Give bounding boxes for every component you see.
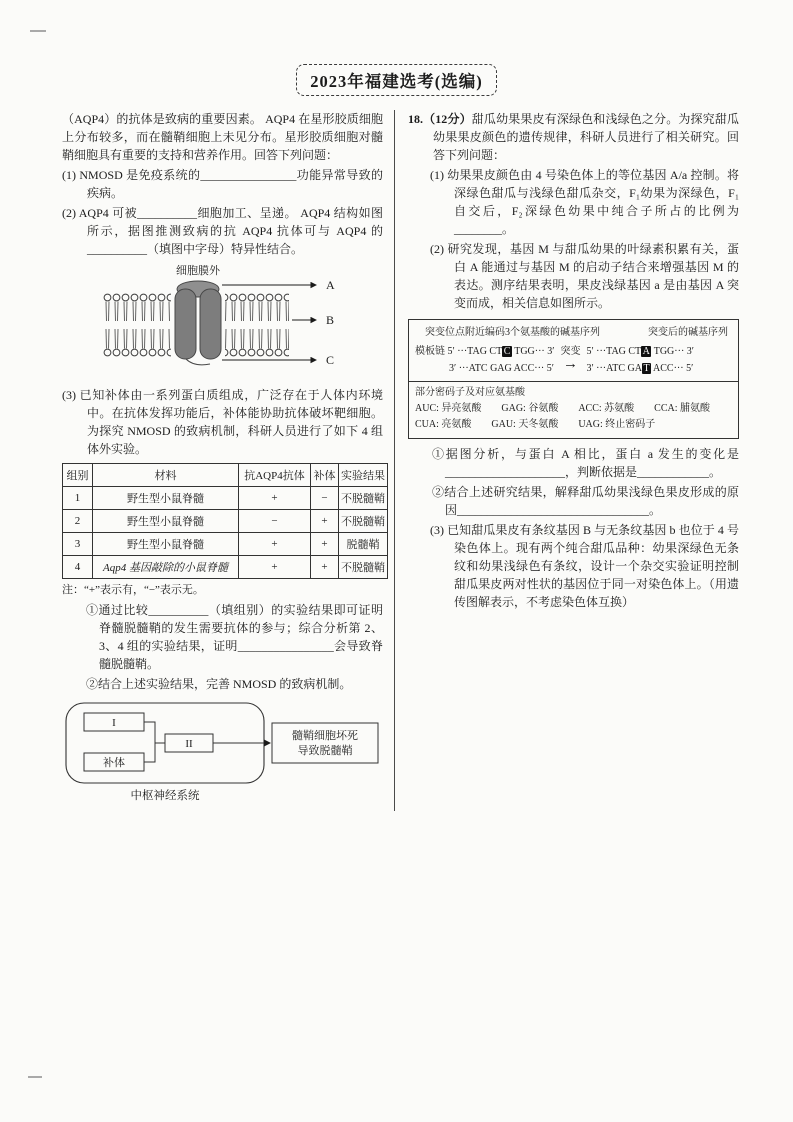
question-18-intro [408, 110, 739, 164]
membrane-protein-figure [98, 263, 348, 381]
cell: 3 [63, 533, 93, 556]
cell: 不脱髓鞘 [339, 487, 388, 510]
protein-intracellular-tail [186, 359, 210, 365]
cell: 野生型小鼠脊髓 [93, 533, 239, 556]
cell: + [239, 487, 311, 510]
item-text: AQP4 可被__________细胞加工、呈递。 AQP4 结构如图所示，据图推测致病的抗 AQP4 抗体可与 AQP4 的__________（填图中字母）特异性结合。 [78, 206, 383, 256]
cell: + [311, 510, 339, 533]
sequence-text: 3′ ···ATC GA [586, 363, 642, 374]
question-number: 18.（12分） [408, 112, 472, 126]
left-subitem-1: ①通过比较__________（填组别）的实验结果即可证明脊髓脱髓鞘的发生需要抗体的参与；综合分析第 2、3、4 组的实验结果，证明________________会导致脊髓脱髓鞘。 [86, 603, 383, 671]
item-text: 已知甜瓜果皮有条纹基因 B 与无条纹基因 b 也位于 4 号染色体上。现有两个纯合甜瓜品种：幼果深绿色无条纹和幼果浅绿色有条纹，设计一个杂交实验证明控制甜瓜果皮两对性状的基因位于同一对染色体上。（用遗传图解表示，不考虑染色体互换） [447, 523, 739, 609]
item-number: (3) [62, 388, 76, 402]
cell: Aqp4 基因敲除的小鼠脊髓 [93, 556, 239, 579]
mutated-strands [586, 343, 694, 377]
cns-caption: 中枢神经系统 [130, 790, 199, 802]
right-item-1 [430, 166, 739, 238]
mutation-arrow-label: 突变 [560, 345, 581, 357]
sequence-text: ACC··· 5′ [651, 363, 694, 374]
item-number: (2) [430, 242, 444, 256]
item-number: (2) [62, 206, 76, 220]
table-row [63, 556, 388, 579]
marker-b: B [325, 313, 334, 327]
mutation-site-base: A [642, 346, 650, 357]
flow-box-1-label: I [111, 717, 116, 729]
sequence-text: 5′ ···TAG CT [447, 346, 503, 357]
table-note: 注：“+”表示有，“−”表示无。 [62, 584, 204, 596]
connector-lines [144, 722, 165, 762]
codon-line-1: AUC: 异亮氨酸 GAG: 谷氨酸 ACC: 苏氨酸 CCA: 脯氨酸 [415, 403, 711, 414]
cell: 野生型小鼠脊髓 [93, 487, 239, 510]
header-cell: 补体 [311, 464, 339, 487]
cell: + [239, 533, 311, 556]
table-header-row [63, 464, 388, 487]
cell: − [239, 510, 311, 533]
flow-box-2-label: II [184, 738, 193, 750]
right-item-3 [430, 521, 739, 611]
protein-lobe-left [175, 289, 196, 359]
cell: + [239, 556, 311, 579]
left-item-2 [62, 204, 383, 258]
scan-mark-top-left [30, 30, 46, 32]
page-title: 2023年福建选考(选编) [296, 64, 497, 96]
item-text: 已知补体由一系列蛋白质组成，广泛存在于人体内环境中。在抗体发挥功能后，补体能协助抗体破坏靶细胞。为探究 NMOSD 的致病机制，科研人员进行了如下 4 组体外实验。 [79, 388, 383, 456]
left-item-3 [62, 386, 383, 458]
left-subitem-2: ②结合上述实验结果，完善 NMOSD 的致病机制。 [86, 677, 352, 691]
complementary-strand-mutated [586, 360, 694, 377]
template-strand-label: 模板链 [415, 346, 445, 357]
sequence-text: 5′ ···TAG CT [586, 346, 642, 357]
item-number: (1) [62, 168, 76, 182]
right-column [395, 110, 739, 811]
experiment-table [62, 463, 388, 579]
left-column [62, 110, 394, 811]
sequence-text: TGG··· 3′ [511, 346, 555, 357]
header-mutated-sequence: 突变后的碱基序列 [648, 327, 728, 338]
result-box-line-2: 导致脱髓鞘 [297, 745, 352, 757]
codon-table [415, 385, 732, 433]
codon-line-2: CUA: 亮氨酸 GAU: 天冬氨酸 UAG: 终止密码子 [415, 419, 656, 430]
flow-box-complement-label: 补体 [102, 757, 125, 769]
protein-lobe-right [200, 289, 221, 359]
header-cell: 组别 [63, 464, 93, 487]
lipid-bilayer-left [103, 293, 171, 357]
right-subitem-2: ②结合上述研究结果，解释甜瓜幼果浅绿色果皮形成的原因________________________________。 [432, 485, 739, 517]
sequence-text: 3′ ···ATC GAG ACC··· 5′ [449, 363, 554, 374]
cell: 脱髓鞘 [339, 533, 388, 556]
lipid-bilayer-right [225, 293, 289, 357]
template-strand-mutated [586, 343, 694, 360]
result-box [272, 723, 378, 763]
item-text: 研究发现，基因 M 与甜瓜幼果的叶绿素积累有关，蛋白 A 能通过与基因 M 的启动子结合来增强基因 M 的表达。测序结果表明，果皮浅绿基因 a 是由基因 A 突变而成，相关信息如图所示。 [447, 242, 739, 310]
original-strands [415, 343, 554, 377]
sequence-text: TGG··· 3′ [651, 346, 694, 357]
right-subitem-1: ①据图分析，与蛋白 A 相比，蛋白 a 发生的变化是____________________，判断依据是____________。 [432, 447, 739, 479]
item-number: (1) [430, 168, 444, 182]
header-original-sequence: 突变位点附近编码3个氨基酸的碱基序列 [425, 327, 600, 338]
result-box-line-1: 髓鞘细胞坏死 [291, 730, 358, 742]
complementary-strand-original [415, 360, 554, 377]
cell: 1 [63, 487, 93, 510]
table-row [63, 510, 388, 533]
cell: + [311, 556, 339, 579]
item-text: 幼果果皮颜色由 4 号染色体上的等位基因 A/a 控制。将深绿色甜瓜与浅绿色甜瓜杂交，F₁幼果为深绿色，F₁自交后，F₂深绿色幼果中纯合子所占的比例为________。 [447, 168, 740, 236]
mechanism-flow-figure [64, 698, 382, 806]
template-strand-original [415, 343, 554, 360]
figure-divider [409, 381, 738, 382]
mutation-arrow [554, 347, 586, 373]
cell: 不脱髓鞘 [339, 510, 388, 533]
cell: 2 [63, 510, 93, 533]
figure-headers [415, 324, 732, 343]
table-row [63, 533, 388, 556]
codon-title: 部分密码子及对应氨基酸 [415, 387, 525, 398]
left-intro-paragraph: （AQP4）的抗体是致病的重要因素。 AQP4 在星形胶质细胞上分布较多，而在髓鞘细胞上未见分布。星形胶质细胞对髓鞘细胞具有重要的支持和营养作用。回答下列问题： [62, 112, 383, 162]
mutation-site-base: C [503, 346, 511, 357]
table-row [63, 487, 388, 510]
header-cell: 抗AQP4抗体 [239, 464, 311, 487]
header-cell: 实验结果 [339, 464, 388, 487]
membrane-outside-label: 细胞膜外 [175, 265, 220, 277]
cell: − [311, 487, 339, 510]
right-arrow-icon: → [562, 356, 578, 373]
cell: 野生型小鼠脊髓 [93, 510, 239, 533]
cell: 不脱髓鞘 [339, 556, 388, 579]
marker-c: C [325, 353, 334, 367]
sequence-rows [415, 343, 732, 377]
cell: 4 [63, 556, 93, 579]
cell: + [311, 533, 339, 556]
item-number: (3) [430, 523, 444, 537]
scan-mark-bottom-left [28, 1076, 42, 1078]
mutation-sequence-figure [408, 319, 739, 439]
item-text: NMOSD 是免疫系统的________________功能异常导致的疾病。 [79, 168, 384, 200]
question-text: 甜瓜幼果果皮有深绿色和浅绿色之分。为探究甜瓜幼果果皮颜色的遗传规律，科研人员进行了相关研究。回答下列问题： [433, 112, 739, 162]
page-header [0, 0, 793, 96]
right-item-2 [430, 240, 739, 312]
mutation-site-base: T [643, 363, 650, 374]
header-cell: 材料 [93, 464, 239, 487]
marker-a: A [325, 278, 335, 292]
left-item-1 [62, 166, 383, 202]
content-columns [0, 110, 793, 841]
